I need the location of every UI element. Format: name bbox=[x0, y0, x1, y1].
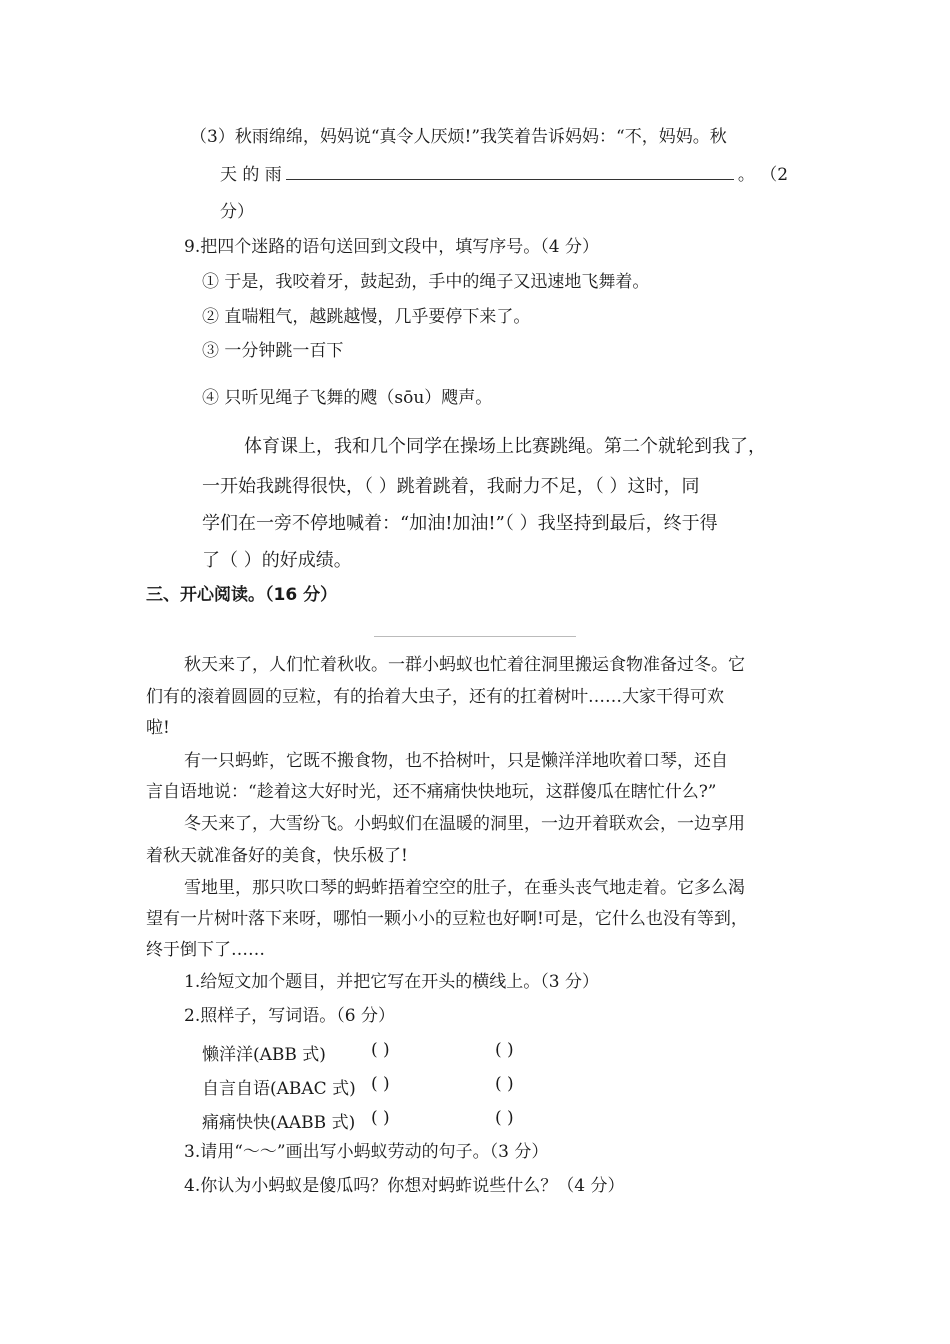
q9-option-2: ② 直喘粗气，越跳越慢，几乎要停下来了。 bbox=[202, 307, 531, 327]
word-row-label: 自言自语(ABAC 式) bbox=[202, 1079, 356, 1099]
story-line: 望有一片树叶落下来呀，哪怕一颗小小的豆粒也好啊!可是，它什么也没有等到， bbox=[146, 909, 748, 929]
question-2: 2.照样子，写词语。（6 分） bbox=[184, 1006, 395, 1026]
story-line: 雪地里，那只吹口琴的蚂蚱捂着空空的肚子，在垂头丧气地走着。它多么渴 bbox=[184, 878, 745, 898]
story-line: 啦! bbox=[146, 718, 170, 738]
story-line: 冬天来了，大雪纷飞。小蚂蚁们在温暖的洞里，一边开着联欢会，一边享用 bbox=[184, 814, 745, 834]
question-4: 4.你认为小蚂蚁是傻瓜吗？你想对蚂蚱说些什么？（4 分） bbox=[184, 1176, 625, 1196]
q8-3-line1: （3）秋雨绵绵，妈妈说“真令人厌烦!”我笑着告诉妈妈：“不，妈妈。秋 bbox=[190, 127, 727, 147]
q9-passage-line3: 学们在一旁不停地喊着：“加油!加油!”（ ）我坚持到最后，终于得 bbox=[202, 513, 718, 534]
q9-option-1: ① 于是，我咬着牙，鼓起劲，手中的绳子又迅速地飞舞着。 bbox=[202, 272, 650, 292]
word-row-label: 痛痛快快(AABB 式) bbox=[202, 1113, 356, 1133]
story-line: 有一只蚂蚱，它既不搬食物，也不拾树叶，只是懒洋洋地吹着口琴，还自 bbox=[184, 751, 728, 771]
q8-3-prefix: 天 的 雨 bbox=[220, 165, 282, 185]
word-answer-paren[interactable]: ( ) bbox=[371, 1108, 390, 1128]
question-3: 3.请用“～～”画出写小蚂蚁劳动的句子。（3 分） bbox=[184, 1142, 549, 1162]
answer-blank[interactable] bbox=[286, 165, 734, 180]
story-line: 们有的滚着圆圆的豆粒，有的抬着大虫子，还有的扛着树叶……大家干得可欢 bbox=[146, 687, 724, 707]
q8-3-line3: 分） bbox=[220, 202, 254, 222]
section3-heading: 三、开心阅读。（16 分） bbox=[146, 585, 338, 605]
story-line: 着秋天就准备好的美食，快乐极了! bbox=[146, 846, 408, 866]
story-line: 言自语地说：“趁着这大好时光，还不痛痛快快地玩，这群傻瓜在瞎忙什么?” bbox=[146, 782, 717, 802]
q8-3-line2 bbox=[220, 165, 788, 185]
question-1: 1.给短文加个题目，并把它写在开头的横线上。（3 分） bbox=[184, 972, 599, 992]
q9-title: 9.把四个迷路的语句送回到文段中，填写序号。（4 分） bbox=[184, 237, 599, 257]
word-answer-paren[interactable]: ( ) bbox=[495, 1040, 514, 1060]
story-line: 终于倒下了…… bbox=[146, 940, 265, 960]
q9-option-4: ④ 只听见绳子飞舞的飕（sōu）飕声。 bbox=[202, 388, 493, 408]
q9-option-3: ③ 一分钟跳一百下 bbox=[202, 341, 344, 361]
q8-3-suffix: 。 （2 bbox=[737, 165, 789, 185]
word-answer-paren[interactable]: ( ) bbox=[371, 1040, 390, 1060]
word-answer-paren[interactable]: ( ) bbox=[495, 1108, 514, 1128]
word-row-label: 懒洋洋(ABB 式) bbox=[202, 1045, 326, 1065]
q9-passage-line4: 了（ ）的好成绩。 bbox=[202, 550, 352, 571]
story-line: 秋天来了，人们忙着秋收。一群小蚂蚁也忙着往洞里搬运食物准备过冬。它 bbox=[184, 655, 745, 675]
word-answer-paren[interactable]: ( ) bbox=[371, 1074, 390, 1094]
title-blank-line[interactable] bbox=[374, 636, 576, 637]
q9-passage-line1: 体育课上，我和几个同学在操场上比赛跳绳。第二个就轮到我了， bbox=[244, 436, 766, 457]
q9-passage-line2: 一开始我跳得很快，（ ）跳着跳着，我耐力不足，（ ）这时，同 bbox=[202, 476, 700, 497]
word-answer-paren[interactable]: ( ) bbox=[495, 1074, 514, 1094]
